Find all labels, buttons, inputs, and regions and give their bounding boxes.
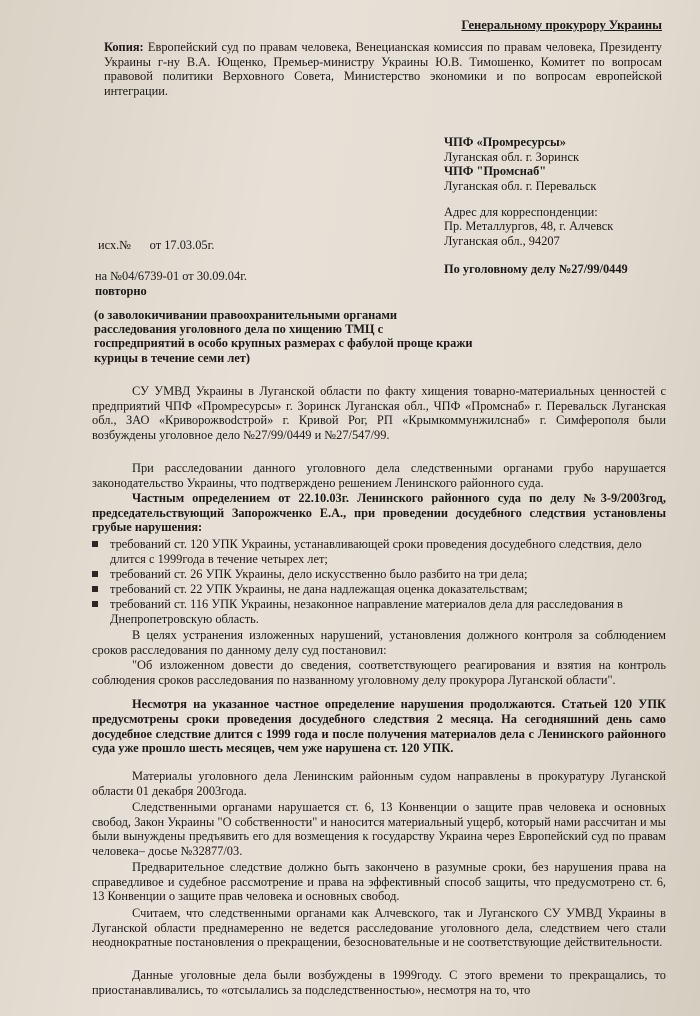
paragraph-3-court-ruling: Частным определением от 22.10.03г. Ленинского районного суда по делу №3-9/2003год, председательствующий Запорожченко Е.А., при проведении досудебного следствия установлены грубые нарушения: (92, 491, 666, 535)
addressee: Генеральному прокурору Украины (461, 18, 662, 32)
paragraph-9: Предварительное следствие должно быть закончено в разумные сроки, без нарушения права на справедливое и судебное рассмотрение и права на эффективный способ защиты, что предусмотрено ст. 6, 13 Конвенции о защите прав человека и основных свобод. (92, 860, 666, 904)
paragraph-1: СУ УМВД Украины в Луганской области по факту хищения товарно-материальных ценностей с предприятий ЧПФ «Промресурсы» г. Зоринск Луганская обл., ЧПФ «Промснаб» г. Перевальск Луганская обл., ЗАО «Криворожвodстрой» г. Кривой Рог, РП «Крымкоммунжилснаб» г. Симферополя были возбуждены уголовное дело №27/99/0449 и №27/547/99. (92, 384, 666, 442)
reference-number: на №04/6739-01 от 30.09.04г. (95, 269, 247, 283)
paragraph-6-violations-continue: Несмотря на указанное частное определение нарушения продолжаются. Статьей 120 УПК предусмотрены сроки проведения досудебного следствия 2 месяца. На сегодняшний день само досудебное следствие длится с 1999 года и после получения материалов дела с Ленинского районного суда уже прошло шесть месяцев, чем уже нарушена ст. 120 УПК. (92, 697, 666, 756)
sender-company-1: ЧПФ «Промресурсы» (444, 135, 566, 149)
sender-company-2-location: Луганская обл. г. Перевальск (444, 179, 597, 193)
paragraph-11: Данные уголовные дела были возбуждены в 1999году. С этого времени то прекращались, то приостанавливались, то «отсылались за подследственностью», несмотря на то, что (92, 968, 666, 997)
address-line-2: Луганская обл., 94207 (444, 234, 560, 248)
violation-item-2: требований ст. 26 УПК Украины, дело искусственно было разбито на три дела; (110, 567, 650, 582)
outgoing-number: исх.№ от 17.03.05г. (98, 238, 215, 252)
violation-item-3: требований ст. 22 УПК Украины, не дана надлежащая оценка доказательствам; (110, 582, 650, 597)
copy-recipients (104, 40, 662, 98)
paragraph-8: Следственными органами нарушается ст. 6, 13 Конвенции о защите прав человека и основных свобод, Закон Украины "О собственности" и наносится материальный ущерб, который нами рассчитан и мы были вынуждены предъявить его для возмещения к государству Украина через Европейский суд по правам человека– досье №32877/03. (92, 800, 666, 858)
sender-company-1-location: Луганская обл. г. Зоринск (444, 150, 579, 164)
violation-item-4: требований ст. 116 УПК Украины, незаконное направление материалов дела для расследования в Днепропетровскую область. (110, 597, 650, 626)
copy-label: Копия: (104, 40, 144, 54)
paragraph-10: Считаем, что следственными органами как Алчевского, так и Луганского СУ УМВД Украины в Луганской области преднамеренно не ведется расследование уголовного дела, следствием чего стали неоднократные постановления о прекращении, безосновательные и не соответствующие действительности. (92, 906, 666, 950)
sender-company-2: ЧПФ "Промснаб" (444, 164, 547, 178)
paragraph-2: При расследовании данного уголовного дела следственными органами грубо нарушается законодательство Украины, что подтверждено решением Ленинского районного суда. (92, 461, 666, 490)
paragraph-4: В целях устранения изложенных нарушений, установления должного контроля за соблюдением сроков расследования по данному делу суд постановил: (92, 628, 666, 657)
paragraph-7: Материалы уголовного дела Ленинским районным судом направлены в прокуратуру Луганской области 01 декабря 2003года. (92, 769, 666, 798)
case-number: По уголовному делу №27/99/0449 (444, 262, 628, 276)
paragraph-5-quote: "Об изложенном довести до сведения, соответствующего реагирования и взятия на контроль соблюдения сроков расследования по названному уголовному делу прокурора Луганской области". (92, 658, 666, 687)
copy-text: Европейский суд по правам человека, Венецианская комиссия по правам человека, Президенту Украины г-ну В.А. Ющенко, Премьер-министру Украины Ю.В. Тимошенко, Комитет по вопросам правовой политики Верховного Совета, Министерство экономики и по вопросам европейской интеграции. (104, 40, 662, 98)
repeat-mark: повторно (95, 284, 147, 298)
violation-item-1: требований ст. 120 УПК Украины, устанавливающей сроки проведения досудебного следствия, дело длится с 1999года в течение четырех лет; (110, 537, 650, 566)
letter-subject: (о заволокичивании правоохранительными органами расследования уголовного дела по хищению ТМЦ с госпредприятий в особо крупных размерах с фабулой проще кражи курицы в течение семи лет) (94, 308, 473, 365)
address-label: Адрес для корреспонденции: (444, 205, 598, 219)
address-line-1: Пр. Металлургов, 48, г. Алчевск (444, 219, 614, 233)
